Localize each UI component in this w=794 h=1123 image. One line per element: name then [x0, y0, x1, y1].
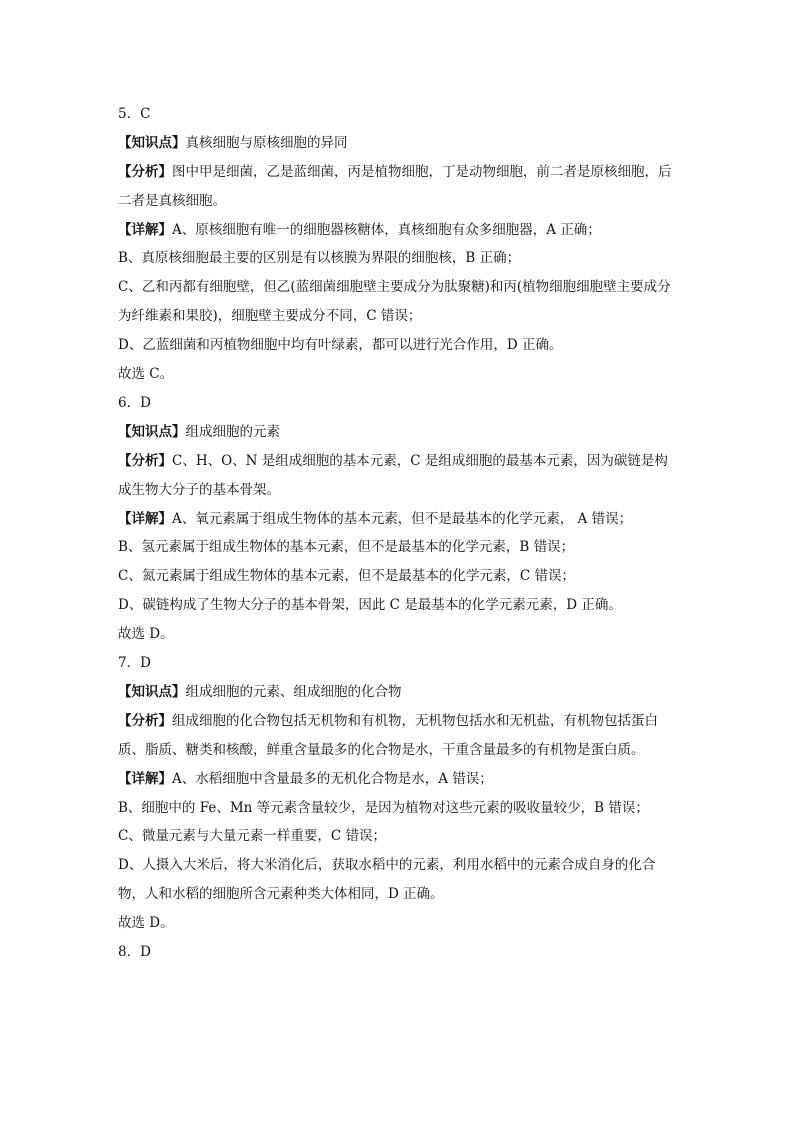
analysis-text: 图中甲是细菌，乙是蓝细菌，丙是植物细胞，丁是动物细胞，前二者是原核细胞，后二者是真核细胞。 [118, 163, 672, 209]
knowledge-tag: 【知识点】 [118, 423, 186, 440]
detail-line: C、氮元素属于组成生物体的基本元素，但不是最基本的化学元素，C 错误； [118, 568, 575, 585]
knowledge-text: 组成细胞的元素 [185, 423, 280, 440]
conclusion: 故选 D。 [118, 626, 174, 643]
knowledge-point [118, 129, 678, 158]
analysis-text: 组成细胞的化合物包括无机物和有机物，无机物包括水和无机盐，有机物包括蛋白质、脂质、糖类和核酸，鲜重含量最多的化合物是水，干重含量最多的有机物是蛋白质。 [118, 712, 658, 758]
knowledge-tag: 【知识点】 [118, 683, 186, 700]
detail-line: D、人摄入大米后，将大米消化后，获取水稻中的元素，利用水稻中的元素合成自身的化合物，人和水稻的细胞所含元素种类大体相同，D 正确。 [118, 857, 656, 903]
detail-line [118, 505, 678, 534]
answer-list [118, 100, 678, 967]
detail-line: B、氢元素属于组成生物体的基本元素，但不是最基本的化学元素，B 错误； [118, 539, 575, 556]
knowledge-point [118, 418, 678, 447]
detail-line [118, 765, 678, 794]
detail-text: A、原核细胞有唯一的细胞器核糖体，真核细胞有众多细胞器，A 正确； [172, 221, 601, 238]
answer-number: 6．D [118, 394, 151, 411]
detail-line: D、乙蓝细菌和丙植物细胞中均有叶绿素，都可以进行光合作用，D 正确。 [118, 337, 563, 354]
analysis [118, 158, 678, 216]
answer-number: 5．C [118, 106, 151, 122]
conclusion: 故选 D。 [118, 915, 174, 932]
analysis-tag: 【分析】 [118, 712, 172, 729]
knowledge-text: 真核细胞与原核细胞的异同 [185, 134, 348, 151]
detail-line: D、碳链构成了生物大分子的基本骨架，因此 C 是最基本的化学元素元素，D 正确。 [118, 597, 622, 614]
detail-tag: 【详解】 [118, 770, 172, 787]
detail-tag: 【详解】 [118, 510, 172, 527]
detail-text: A、氧元素属于组成生物体的基本元素，但不是最基本的化学元素， A 错误； [172, 510, 633, 527]
detail-tag: 【详解】 [118, 221, 172, 238]
analysis-text: C、H、O、N 是组成细胞的基本元素，C 是组成细胞的最基本元素，因为碳链是构成生物大分子的基本骨架。 [118, 452, 668, 498]
analysis-tag: 【分析】 [118, 163, 172, 180]
answer-number: 7．D [118, 655, 151, 672]
detail-line [118, 216, 678, 245]
conclusion: 故选 C。 [118, 366, 174, 383]
answer-number: 8．D [118, 943, 151, 960]
detail-text: A、水稻细胞中含量最多的无机化合物是水，A 错误； [172, 770, 493, 787]
analysis [118, 447, 678, 505]
knowledge-tag: 【知识点】 [118, 134, 186, 151]
detail-line: C、乙和丙都有细胞壁，但乙(蓝细菌细胞壁主要成分为肽聚糖)和丙(植物细胞细胞壁主要成分为纤维素和果胶)，细胞壁主要成分不同，C 错误； [118, 279, 671, 325]
detail-line: C、微量元素与大量元素一样重要，C 错误； [118, 828, 386, 845]
analysis-tag: 【分析】 [118, 452, 172, 469]
knowledge-point [118, 678, 678, 707]
detail-line: B、真原核细胞最主要的区别是有以核膜为界限的细胞核，B 正确； [118, 250, 521, 267]
analysis [118, 707, 678, 765]
detail-line: B、细胞中的 Fe、Mn 等元素含量较少，是因为植物对这些元素的吸收量较少，B 错误； [118, 799, 649, 816]
knowledge-text: 组成细胞的元素、组成细胞的化合物 [185, 683, 402, 700]
